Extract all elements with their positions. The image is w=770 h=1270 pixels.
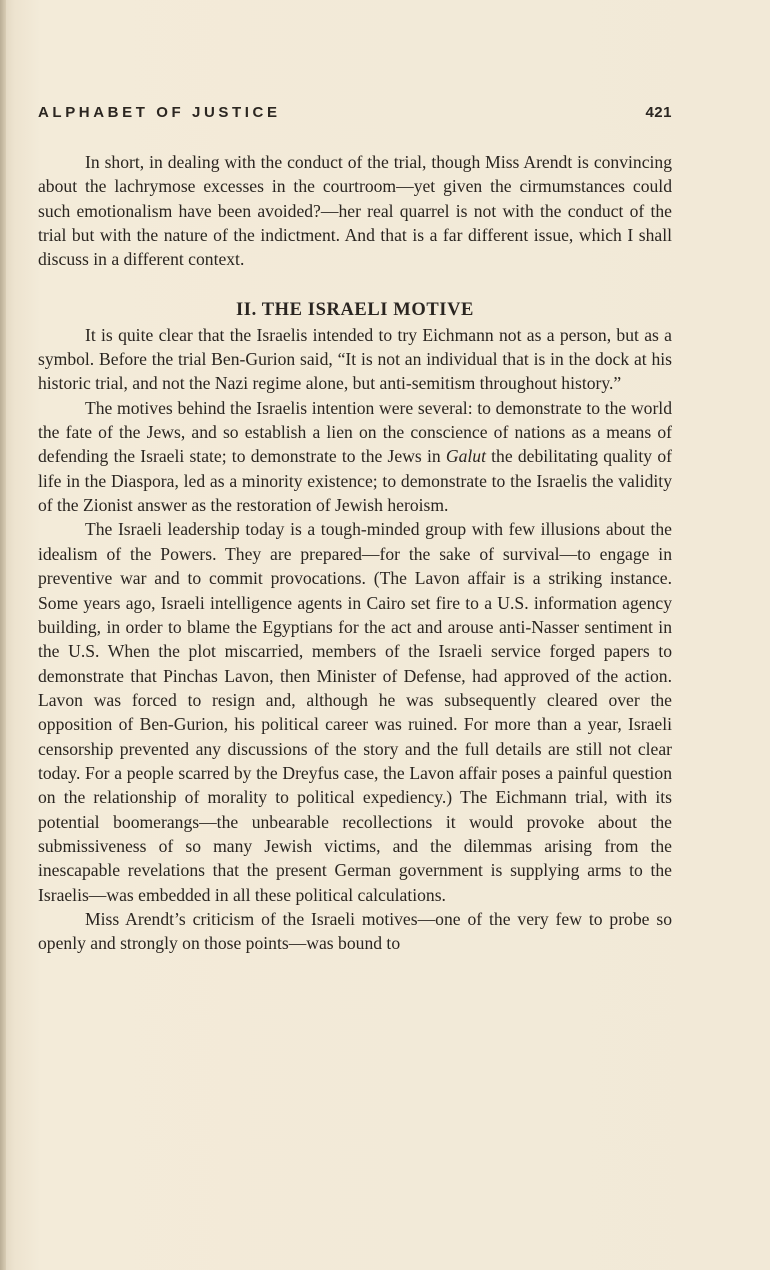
page-body — [38, 150, 672, 956]
section-heading: II. THE ISRAELI MOTIVE — [235, 299, 474, 320]
italic-term: Galut — [445, 446, 486, 467]
body-text: the debilitating quality of life in the Diaspora, led as a minority existence; to demonstrate to the Israelis the validity of the Zionist answer as the restoration of Jewish heroism. — [38, 446, 672, 516]
body-paragraph: Miss Arendt’s criticism of the Israeli motives—one of the very few to probe so openly and strongly on those points—was bound to — [38, 908, 672, 954]
running-head-title: ALPHABET OF JUSTICE — [38, 104, 281, 121]
body-paragraph: It is quite clear that the Israelis intended to try Eichmann not as a person, but as a symbol. Before the trial Ben-Gurion said, “It is not an individual that is in the dock at his historic trial, and not the Nazi regime alone, but anti-semitism throughout history.” — [38, 324, 672, 394]
body-paragraph: The Israeli leadership today is a tough-minded group with few illusions about the idealism of the Powers. They are prepared—for the sake of survival—to engage in preventive war and to commit provocations. (The Lavon affair is a striking instance. Some years ago, Israeli intelligence agents in Cairo set fire to a U.S. information agency building, in order to blame the Egyptians for the act and arouse anti-Nasser sentiment in the U.S. When the plot miscarried, members of the Israeli service forged papers to demonstrate that Pinchas Lavon, then Minister of Defense, had approved of the action. Lavon was forced to resign and, although he was subsequently cleared over the opposition of Ben-Gurion, his political career was ruined. For more than a year, Israeli censorship prevented any discussions of the story and the full details are still not clear today. For a people scarred by the Dreyfus case, the Lavon affair poses a painful question on the relationship of morality to political expediency.) The Eichmann trial, with its potential boomerangs—the unbearable recollections it would provoke about the submissiveness of so many Jewish victims, and the dilemmas arising from the inescapable revelations that the present German government is supplying arms to the Israelis—was embedded in all these political calculations. — [38, 519, 672, 905]
page-number: 421 — [645, 104, 672, 121]
page-spine-shadow — [0, 0, 6, 1270]
running-head — [38, 104, 672, 126]
body-paragraph — [38, 396, 672, 518]
body-paragraph: In short, in dealing with the conduct of the trial, though Miss Arendt is convincing about the lachrymose excesses in the courtroom—yet given the cirmumstances could such emotionalism have been avoided?—her real quarrel is not with the conduct of the trial but with the nature of the indictment. And that is a far different issue, which I shall discuss in a different context. — [38, 152, 672, 270]
body-text: The motives behind the Israelis intention were several: to demonstrate to the world the fate of the Jews, and so establish a lien on the conscience of nations as a means of defending the Israeli state; to demonstrate to the Jews in — [38, 397, 672, 467]
